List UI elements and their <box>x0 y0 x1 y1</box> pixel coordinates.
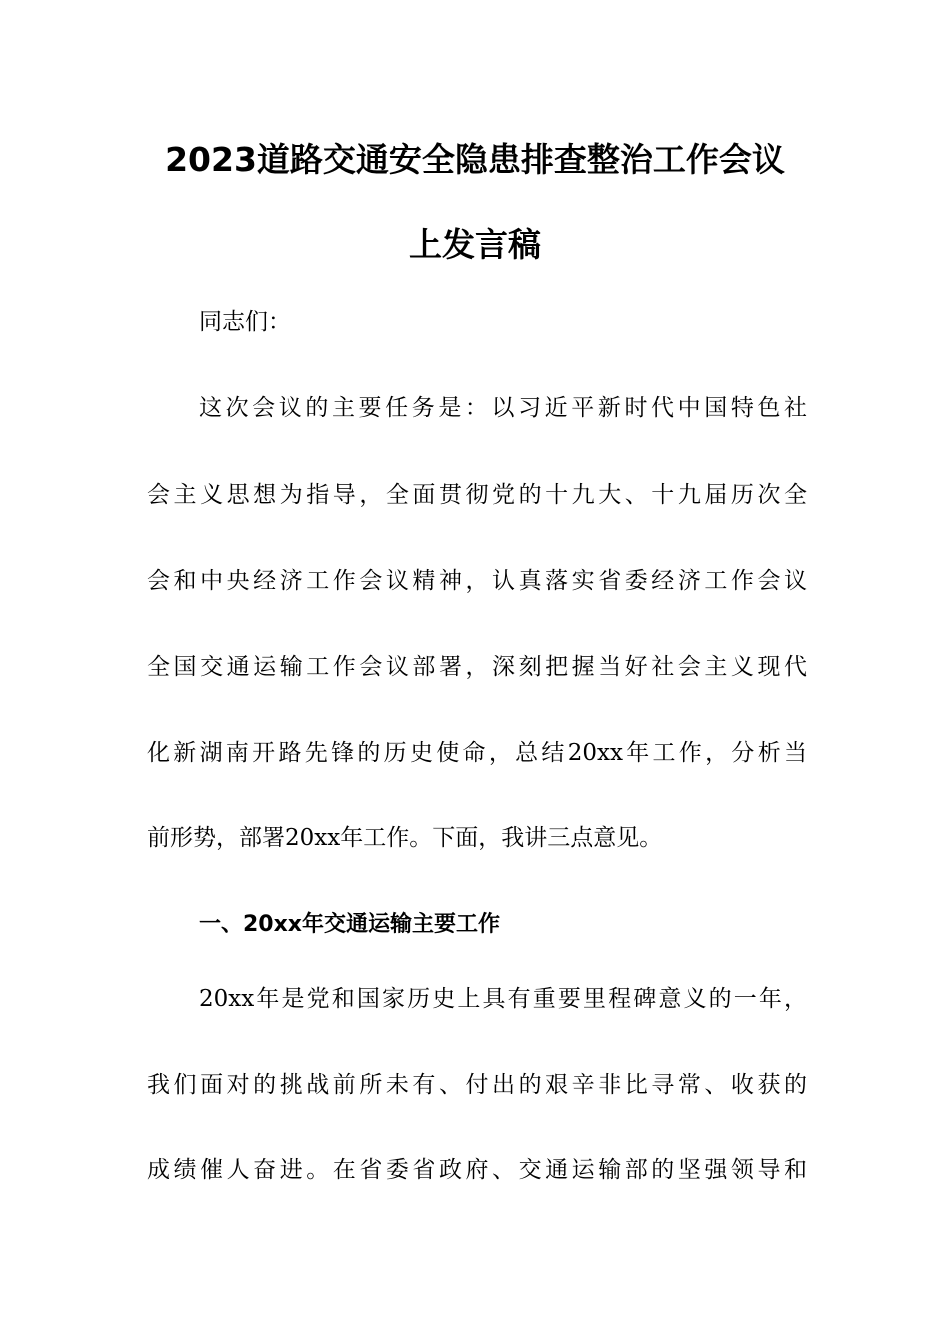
paragraph-1-line-6: 前形势，部署20xx年工作。下面，我讲三点意见。 <box>147 825 663 851</box>
paragraph-1-line-3: 会和中央经济工作会议精神，认真落实省委经济工作会议 <box>147 568 807 594</box>
paragraph-1-line-1: 这次会议的主要任务是：以习近平新时代中国特色社 <box>199 395 807 421</box>
paragraph-1-line-4: 全国交通运输工作会议部署，深刻把握当好社会主义现代 <box>147 654 807 680</box>
paragraph-2-line-3: 成绩催人奋进。在省委省政府、交通运输部的坚强领导和 <box>147 1157 807 1183</box>
document-title-line-1: 2023道路交通安全隐患排查整治工作会议 <box>165 140 785 179</box>
paragraph-1-line-5: 化新湖南开路先锋的历史使命，总结20xx年工作，分析当 <box>147 740 807 766</box>
paragraph-2-line-2: 我们面对的挑战前所未有、付出的艰辛非比寻常、收获的 <box>147 1072 807 1098</box>
salutation: 同志们： <box>199 309 291 335</box>
paragraph-2-line-1: 20xx年是党和国家历史上具有重要里程碑意义的一年， <box>199 986 807 1012</box>
document-title-line-2: 上发言稿 <box>409 225 541 264</box>
section-heading: 一、20xx年交通运输主要工作 <box>199 912 500 937</box>
paragraph-1-line-2: 会主义思想为指导，全面贯彻党的十九大、十九届历次全 <box>147 482 807 508</box>
